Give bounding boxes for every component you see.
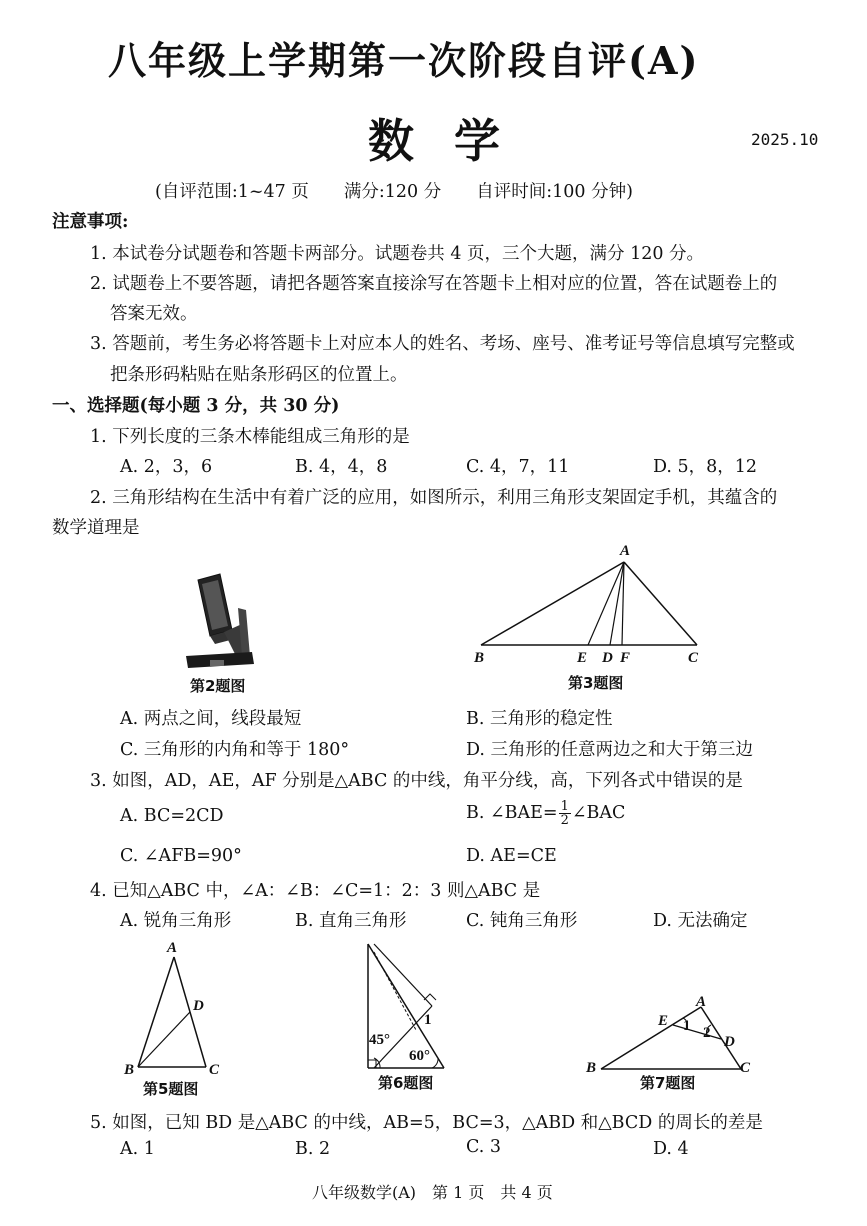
- question-5-stem: 5. 如图，已知 BD 是△ABC 的中线，AB=5，BC=3，△ABD 和△BCD 的周长的差是: [90, 1113, 763, 1133]
- question-4-stem: 4. 已知△ABC 中，∠A：∠B：∠C=1：2：3 则△ABC 是: [90, 881, 541, 901]
- q2-option-b: B. 三角形的稳定性: [466, 709, 613, 729]
- note-item: 3. 答题前，考生务必将答题卡上对应本人的姓名、考场、座号、准考证号等信息填写完整或: [90, 334, 795, 354]
- q2-option-d: D. 三角形的任意两边之和大于第三边: [466, 740, 754, 760]
- q5-option-d: D. 4: [653, 1139, 689, 1159]
- q3-option-b-prefix: B. ∠BAE=: [466, 803, 558, 823]
- note-item: 答案无效。: [110, 304, 198, 324]
- fig7-label-a: A: [696, 994, 707, 1010]
- fig6-label-45: 45°: [369, 1032, 390, 1048]
- figure-3-caption: 第3题图: [568, 674, 624, 692]
- fig6-label-60: 60°: [409, 1048, 430, 1064]
- q5-option-b: B. 2: [295, 1139, 331, 1159]
- q5-option-a: A. 1: [120, 1139, 155, 1159]
- q4-option-d: D. 无法确定: [653, 911, 748, 931]
- note-item: 2. 试题卷上不要答题，请把各题答案直接涂写在答题卡上相对应的位置，答在试题卷上的: [90, 274, 778, 294]
- fig5-label-c: C: [209, 1062, 220, 1078]
- fraction-one-half: [559, 800, 571, 827]
- q3-option-c: C. ∠AFB=90°: [120, 846, 242, 866]
- fig7-label-e: E: [658, 1013, 669, 1029]
- note-item: 把条形码粘贴在贴条形码区的位置上。: [110, 365, 408, 385]
- exam-date: 2025.10: [751, 130, 819, 149]
- fraction-denominator: 2: [560, 813, 569, 828]
- page-footer: 八年级数学(A) 第 1 页 共 4 页: [312, 1183, 553, 1202]
- q1-option-c: C. 4，7，11: [466, 457, 570, 477]
- figure-3-triangle: [470, 545, 710, 675]
- question-2-stem-cont: 数学道理是: [52, 518, 140, 538]
- fig5-label-a: A: [167, 940, 178, 956]
- fig3-label-f: F: [620, 650, 631, 666]
- fig3-label-b: B: [474, 650, 485, 666]
- q3-option-a: A. BC=2CD: [120, 806, 224, 826]
- fig3-label-d: D: [602, 650, 613, 666]
- subject-title: 数学: [368, 114, 540, 168]
- fig7-label-1: 1: [683, 1018, 691, 1034]
- fig5-label-d: D: [193, 998, 204, 1014]
- q2-option-c: C. 三角形的内角和等于 180°: [120, 740, 350, 760]
- q3-option-d: D. AE=CE: [466, 846, 557, 866]
- exam-title: 八年级上学期第一次阶段自评(A): [108, 38, 700, 83]
- question-3-stem: 3. 如图，AD，AE，AF 分别是△ABC 的中线，角平分线，高，下列各式中错误的是: [90, 771, 743, 791]
- fig3-label-a: A: [620, 543, 631, 559]
- exam-scope: (自评范围:1~47 页 满分:120 分 自评时间:100 分钟): [155, 182, 633, 202]
- figure-7-caption: 第7题图: [640, 1074, 696, 1092]
- fig6-label-1: 1: [424, 1012, 432, 1028]
- figure-5-triangle: [130, 945, 230, 1075]
- figure-2-phone-stand: [180, 572, 260, 672]
- note-item: 1. 本试卷分试题卷和答题卡两部分。试题卷共 4 页，三个大题，满分 120 分。: [90, 244, 705, 264]
- notes-heading: 注意事项:: [52, 212, 129, 232]
- q4-option-a: A. 锐角三角形: [120, 911, 232, 931]
- fig7-label-c: C: [740, 1060, 751, 1076]
- figure-6-set-squares: [360, 940, 450, 1070]
- fraction-numerator: 1: [560, 799, 569, 814]
- q2-option-a: A. 两点之间，线段最短: [120, 709, 302, 729]
- fig7-label-2: 2: [703, 1025, 711, 1041]
- q1-option-d: D. 5，8，12: [653, 457, 758, 477]
- fig5-label-b: B: [124, 1062, 135, 1078]
- q1-option-b: B. 4，4，8: [295, 457, 388, 477]
- q4-option-b: B. 直角三角形: [295, 911, 407, 931]
- section-heading: 一、选择题(每小题 3 分，共 30 分): [52, 396, 340, 416]
- question-1-stem: 1. 下列长度的三条木棒能组成三角形的是: [90, 427, 410, 447]
- figure-2-caption: 第2题图: [190, 677, 246, 695]
- q4-option-c: C. 钝角三角形: [466, 911, 578, 931]
- fig3-label-e: E: [577, 650, 588, 666]
- figure-6-caption: 第6题图: [378, 1074, 434, 1092]
- figure-5-caption: 第5题图: [143, 1080, 199, 1098]
- q3-option-b: [466, 800, 625, 827]
- fig3-label-c: C: [688, 650, 699, 666]
- fig7-label-d: D: [724, 1034, 735, 1050]
- q5-option-c: C. 3: [466, 1137, 502, 1157]
- q1-option-a: A. 2，3，6: [120, 457, 213, 477]
- q3-option-b-suffix: ∠BAC: [571, 803, 626, 823]
- question-2-stem: 2. 三角形结构在生活中有着广泛的应用，如图所示，利用三角形支架固定手机，其蕴含的: [90, 488, 778, 508]
- fig7-label-b: B: [586, 1060, 597, 1076]
